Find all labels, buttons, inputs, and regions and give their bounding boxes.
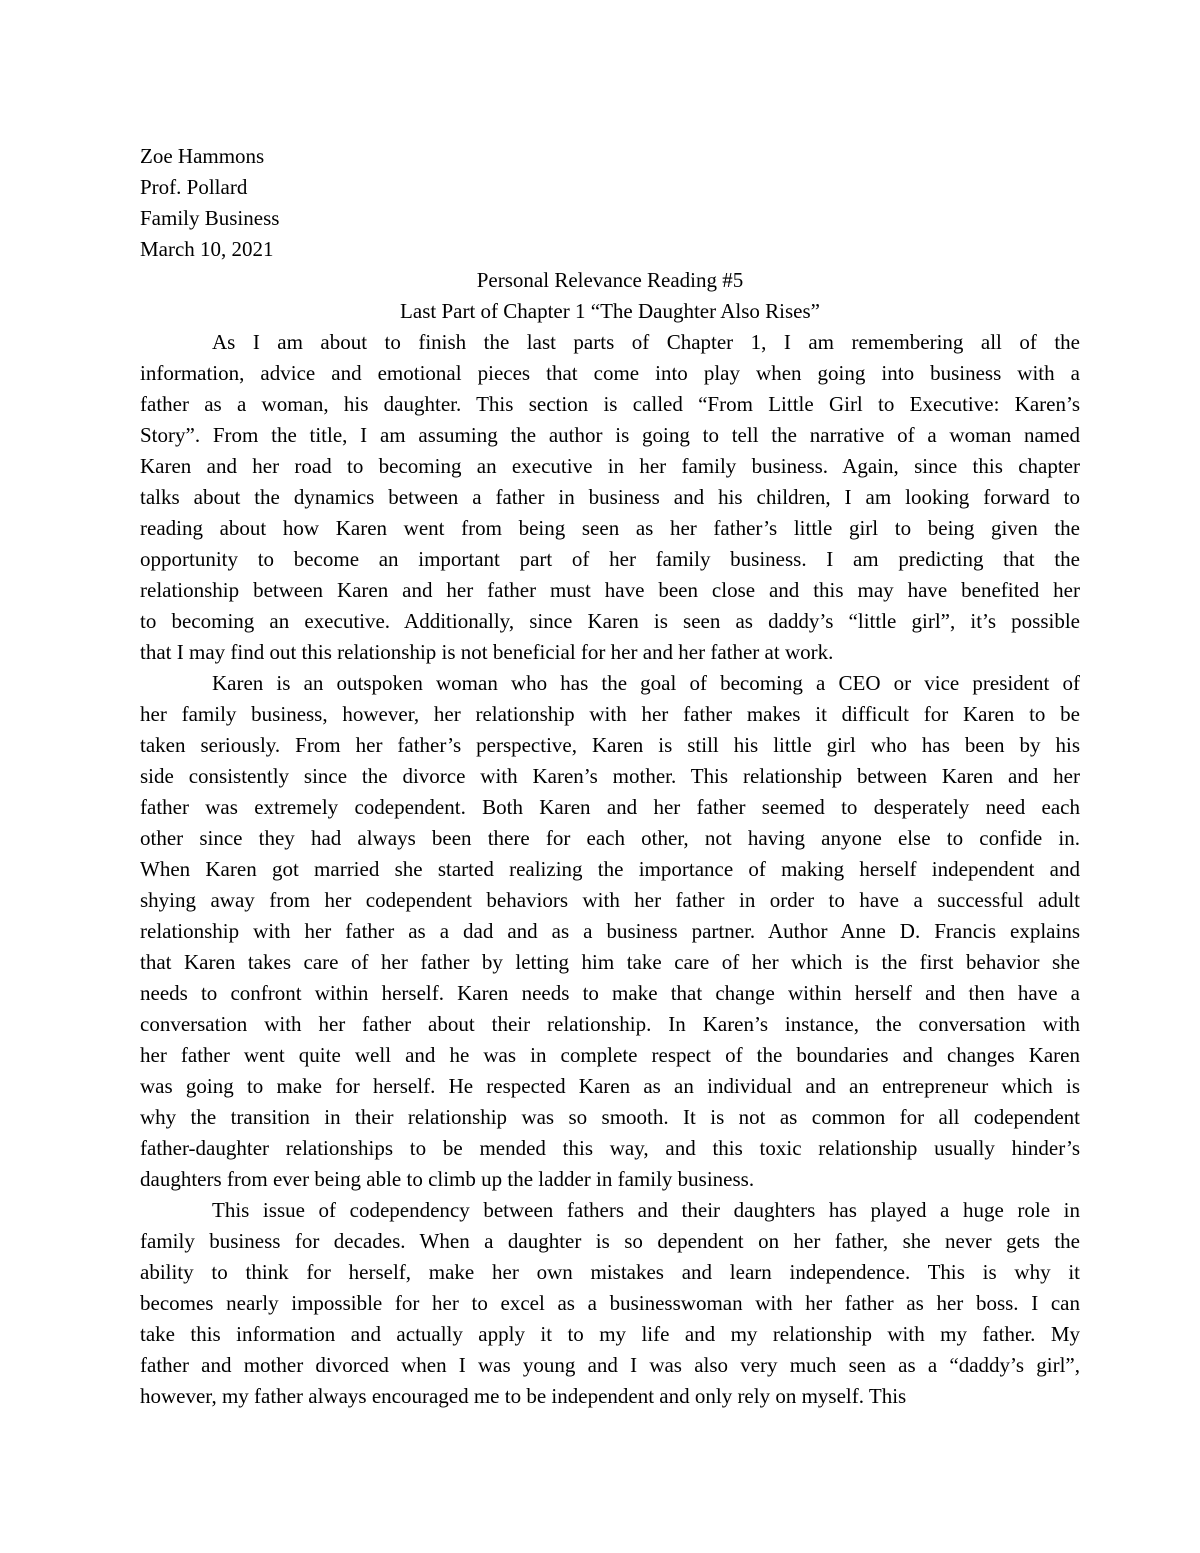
paragraph-line: father-daughter relationships to be mended this way, and this toxic relationship usually hinder’s <box>140 1136 1080 1160</box>
paragraph-line: Karen is an outspoken woman who has the goal of becoming a CEO or vice president of <box>212 671 1080 695</box>
paragraph-line: taken seriously. From her father’s perspective, Karen is still his little girl who has been by his <box>140 733 1080 757</box>
paragraph-line: her family business, however, her relationship with her father makes it difficult for Karen to be <box>140 702 1080 726</box>
paragraph-line: why the transition in their relationship was so smooth. It is not as common for all codependent <box>140 1105 1080 1129</box>
paragraph-line: relationship with her father as a dad and as a business partner. Author Anne D. Francis explains <box>140 919 1080 943</box>
author-name: Zoe Hammons <box>140 144 265 168</box>
paragraph-line: reading about how Karen went from being seen as her father’s little girl to being given the <box>140 516 1080 540</box>
course-name: Family Business <box>140 206 280 230</box>
paragraph-line: opportunity to become an important part of her family business. I am predicting that the <box>140 547 1080 571</box>
paragraph-line: that I may find out this relationship is not beneficial for her and her father at work. <box>140 640 834 664</box>
paragraph-line: father as a woman, his daughter. This section is called “From Little Girl to Executive: Karen’s <box>140 392 1080 416</box>
paragraph-line: her father went quite well and he was in complete respect of the boundaries and changes Karen <box>140 1043 1080 1067</box>
paragraph-line: needs to confront within herself. Karen needs to make that change within herself and then have a <box>140 981 1080 1005</box>
paragraph-line: other since they had always been there for each other, not having anyone else to confide in. <box>140 826 1080 850</box>
paragraph-line: When Karen got married she started realizing the importance of making herself independent and <box>140 857 1080 881</box>
paragraph <box>140 327 1080 668</box>
paragraph-line: ability to think for herself, make her own mistakes and learn independence. This is why it <box>140 1260 1080 1284</box>
paragraph-line: daughters from ever being able to climb up the ladder in family business. <box>140 1167 755 1191</box>
document-body <box>140 327 1080 1412</box>
document-titles <box>140 265 1080 327</box>
paragraph-line: talks about the dynamics between a father in business and his children, I am looking forward to <box>140 485 1080 509</box>
paragraph <box>140 1195 1080 1412</box>
professor-name: Prof. Pollard <box>140 175 248 199</box>
paragraph-line: This issue of codependency between fathers and their daughters has played a huge role in <box>212 1198 1080 1222</box>
paragraph-line: father and mother divorced when I was young and I was also very much seen as a “daddy’s girl”, <box>140 1353 1080 1377</box>
paragraph-line: however, my father always encouraged me to be independent and only rely on myself. This <box>140 1384 907 1408</box>
paragraph-line: was going to make for herself. He respected Karen as an individual and an entrepreneur which is <box>140 1074 1080 1098</box>
paragraph-line: relationship between Karen and her father must have been close and this may have benefited her <box>140 578 1080 602</box>
document-header <box>140 141 1080 265</box>
paragraph-line: to becoming an executive. Additionally, since Karen is seen as daddy’s “little girl”, it’s possible <box>140 609 1080 633</box>
document-title: Personal Relevance Reading #5 <box>476 268 744 292</box>
paragraph-line: conversation with her father about their relationship. In Karen’s instance, the conversation with <box>140 1012 1080 1036</box>
paragraph-line: becomes nearly impossible for her to excel as a businesswoman with her father as her boss. I can <box>140 1291 1080 1315</box>
paragraph-line: shying away from her codependent behaviors with her father in order to have a successful adult <box>140 888 1080 912</box>
paragraph-line: that Karen takes care of her father by letting him take care of her which is the first behavior she <box>140 950 1080 974</box>
paragraph-line: father was extremely codependent. Both Karen and her father seemed to desperately need each <box>140 795 1080 819</box>
paragraph-line: As I am about to finish the last parts of Chapter 1, I am remembering all of the <box>212 330 1080 354</box>
paragraph-line: side consistently since the divorce with Karen’s mother. This relationship between Karen and her <box>140 764 1080 788</box>
paragraph-line: family business for decades. When a daughter is so dependent on her father, she never gets the <box>140 1229 1080 1253</box>
paragraph-line: information, advice and emotional pieces that come into play when going into business with a <box>140 361 1080 385</box>
paragraph <box>140 668 1080 1195</box>
paragraph-line: Story”. From the title, I am assuming the author is going to tell the narrative of a woman named <box>140 423 1080 447</box>
document-subtitle: Last Part of Chapter 1 “The Daughter Also Rises” <box>400 299 820 323</box>
paragraph-line: Karen and her road to becoming an executive in her family business. Again, since this chapter <box>140 454 1080 478</box>
paragraph-line: take this information and actually apply it to my life and my relationship with my father. My <box>140 1322 1080 1346</box>
document-date: March 10, 2021 <box>140 237 274 261</box>
